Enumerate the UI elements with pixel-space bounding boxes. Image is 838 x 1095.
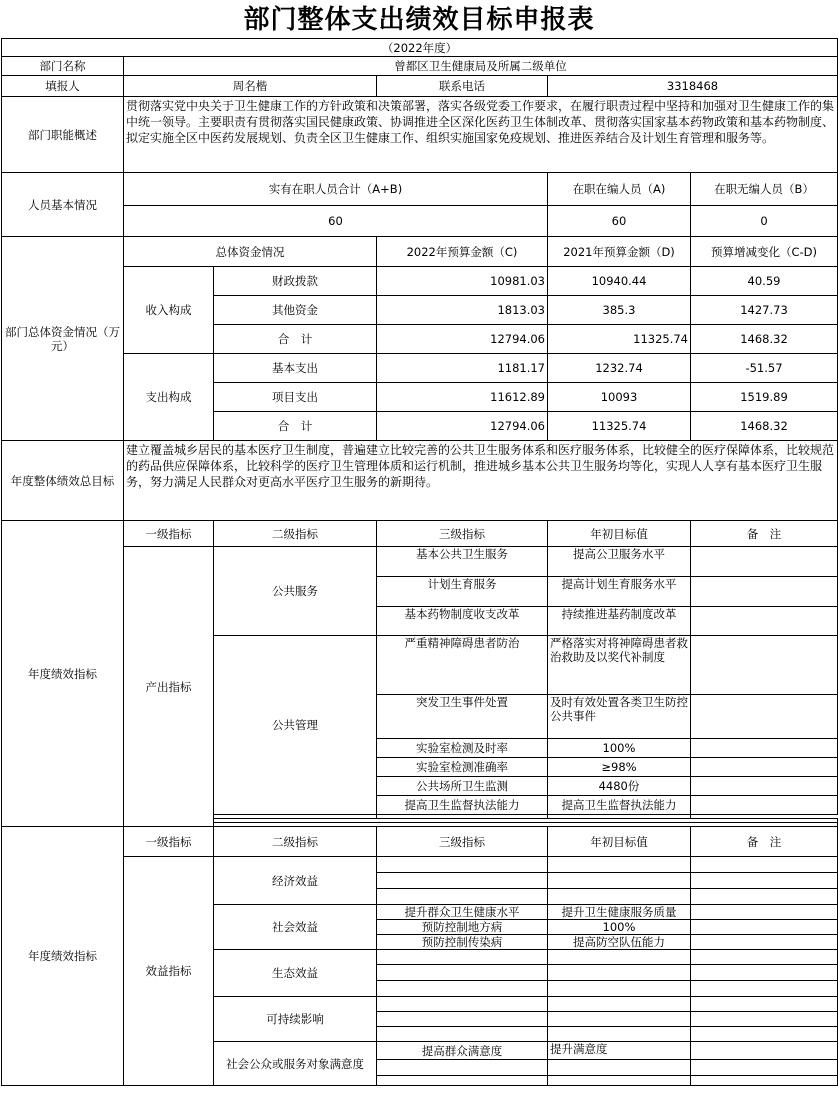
ecological-label: 生态效益 [214,950,377,997]
header-note: 备 注 [691,521,838,547]
empty-cell [548,1060,691,1076]
staff-b: 0 [691,206,838,237]
indicator-target: ≥98% [548,758,691,777]
indicator-target: 及时有效处置各类卫生防控公共事件 [548,695,691,739]
empty-cell [691,965,838,981]
empty-cell [377,889,548,905]
staff-header-a: 在职在编人员（A) [548,173,691,206]
staff-label: 人员基本情况 [2,173,124,237]
function-label: 部门职能概述 [2,97,124,173]
header-level2: 二级指标 [214,521,377,547]
funds-header-cd: 预算增减变化（C-D) [691,237,838,267]
header-target: 年初目标值 [548,521,691,547]
empty-cell [377,1012,548,1027]
dept-name-label: 部门名称 [2,57,124,76]
empty-cell [548,1027,691,1042]
indicator-l3: 实验室检测及时率 [377,739,548,758]
phone-value: 3318468 [548,76,838,97]
empty-cell [377,997,548,1012]
indicator-note [691,739,838,758]
indicator-note [691,920,838,935]
staff-header-b: 在职无编人员（B） [691,173,838,206]
perf2-label: 年度绩效指标 [2,827,124,1086]
indicator-note [691,1042,838,1060]
indicator-l3: 基本药物制度收支改革 [377,607,548,636]
expense-row-name: 基本支出 [214,354,377,383]
empty-cell [691,1012,838,1027]
header-level2: 二级指标 [214,827,377,857]
empty-cell [691,981,838,997]
satisfaction-label: 社会公众或服务对象满意度 [214,1042,377,1086]
indicator-l3: 提高群众满意度 [377,1042,548,1060]
empty-cell [377,857,548,873]
funds-header-title: 总体资金情况 [124,237,377,267]
income-row-c: 12794.06 [377,325,548,354]
expense-row-d: 1232.74 [548,354,691,383]
income-row-d: 385.3 [548,296,691,325]
sustainable-label: 可持续影响 [214,997,377,1042]
indicator-l3: 提升群众卫生健康水平 [377,905,548,920]
expense-label: 支出构成 [124,354,214,441]
expense-row-cd: 1519.89 [691,383,838,412]
header-level3: 三级指标 [377,827,548,857]
income-row-name: 其他资金 [214,296,377,325]
header-level3: 三级指标 [377,521,548,547]
income-row-name: 财政拨款 [214,267,377,296]
empty-cell [377,1027,548,1042]
income-row-c: 1813.03 [377,296,548,325]
indicator-l3: 公共场所卫生监测 [377,777,548,796]
indicator-note [691,607,838,636]
indicator-l3: 突发卫生事件处置 [377,695,548,739]
header-level1: 一级指标 [124,827,214,857]
empty-cell [548,965,691,981]
income-row-d: 11325.74 [548,325,691,354]
indicator-l3: 基本公共卫生服务 [377,547,548,577]
indicator-target: 100% [548,920,691,935]
public-mgmt-label: 公共管理 [214,636,377,815]
empty-cell [377,873,548,889]
indicator-note [691,777,838,796]
social-label: 社会效益 [214,905,377,950]
staff-header-total: 实有在职人员合计（A+B) [124,173,548,206]
indicator-target: 提高公卫服务水平 [548,547,691,577]
empty-cell [548,981,691,997]
indicator-note [691,905,838,920]
indicator-note [691,935,838,950]
phone-label: 联系电话 [377,76,548,97]
income-row-name: 合 计 [214,325,377,354]
empty-cell [548,873,691,889]
indicator-note [691,577,838,607]
goal-label: 年度整体绩效总目标 [2,441,124,521]
empty-cell [377,965,548,981]
economic-label: 经济效益 [214,857,377,905]
perf1-level1: 产出指标 [124,547,214,827]
goal-text: 建立覆盖城乡居民的基本医疗卫生制度，普遍建立比较完善的公共卫生服务体系和医疗服务体系，比较健全的医疗保障体系，比较规范的药品供应保障体系，比较科学的医疗卫生管理体质和运行机制，推进城乡基本公共卫生服务均等化，实现人人享有基本医疗卫生服务，努力满足人民群众对更高水平医疗卫生服务的新期待。 [124,441,838,521]
income-row-d: 10940.44 [548,267,691,296]
expense-row-c: 12794.06 [377,412,548,441]
empty-cell [691,1027,838,1042]
expense-row-cd: 1468.32 [691,412,838,441]
indicator-l3: 严重精神障碍患者防治 [377,636,548,695]
indicator-l3: 实验室检测准确率 [377,758,548,777]
perf2-level1: 效益指标 [124,857,214,1086]
empty-cell [691,1076,838,1086]
empty-cell [691,950,838,965]
expense-row-name: 项目支出 [214,383,377,412]
indicator-l3: 提高卫生监督执法能力 [377,796,548,815]
performance-form-table [1,38,838,1086]
empty-cell [548,889,691,905]
empty-cell [548,857,691,873]
funds-header-d: 2021年预算金额（D) [548,237,691,267]
perf1-label: 年度绩效指标 [2,521,124,827]
dept-name-value: 曾都区卫生健康局及所属二级单位 [124,57,838,76]
expense-row-d: 10093 [548,383,691,412]
indicator-target: 提升卫生健康服务质量 [548,905,691,920]
header-level1: 一级指标 [124,521,214,547]
empty-cell [377,1076,548,1086]
empty-cell [377,981,548,997]
staff-a: 60 [548,206,691,237]
indicator-l3: 预防控制传染病 [377,935,548,950]
indicator-l3: 计划生育服务 [377,577,548,607]
public-service-label: 公共服务 [214,547,377,636]
empty-cell [548,1076,691,1086]
empty-cell [548,950,691,965]
expense-row-d: 11325.74 [548,412,691,441]
empty-cell [691,873,838,889]
staff-total: 60 [124,206,548,237]
expense-row-cd: -51.57 [691,354,838,383]
funds-label: 部门总体资金情况（万元） [2,237,124,441]
empty-cell [548,1012,691,1027]
indicator-note [691,695,838,739]
indicator-target: 提高防空队伍能力 [548,935,691,950]
empty-cell [377,1060,548,1076]
reporter-label: 填报人 [2,76,124,97]
empty-cell [691,889,838,905]
header-note: 备 注 [691,827,838,857]
empty-cell [691,1060,838,1076]
indicator-target: 严格落实对将神障碍患者救治救助及以奖代补制度 [548,636,691,695]
expense-row-c: 1181.17 [377,354,548,383]
empty-cell [377,950,548,965]
function-text: 贯彻落实党中央关于卫生健康工作的方针政策和决策部署，落实各级党委工作要求，在履行职责过程中坚持和加强对卫生健康工作的集中统一领导。主要职责有贯彻落实国民健康政策、协调推进全区深化医药卫生体制改革、贯彻落实国家基本药物政策和基本药物制度、拟定实施全区中医药发展规划、负责全区卫生健康工作、组织实施国家免疫规划、推进医养结合及计划生育管理和服务等。 [124,97,838,173]
indicator-target: 4480份 [548,777,691,796]
funds-header-c: 2022年预算金额（C) [377,237,548,267]
empty-cell [691,997,838,1012]
indicator-target: 提高计划生育服务水平 [548,577,691,607]
indicator-note [691,758,838,777]
indicator-target: 100% [548,739,691,758]
indicator-l3: 预防控制地方病 [377,920,548,935]
indicator-note [691,636,838,695]
indicator-note [691,547,838,577]
indicator-note [691,796,838,815]
income-row-cd: 1468.32 [691,325,838,354]
header-target: 年初目标值 [548,827,691,857]
expense-row-c: 11612.89 [377,383,548,412]
income-row-cd: 1427.73 [691,296,838,325]
income-row-cd: 40.59 [691,267,838,296]
indicator-target: 提高卫生监督执法能力 [548,796,691,815]
income-label: 收入构成 [124,267,214,354]
year-label: （2022年度） [2,39,838,57]
indicator-target: 提升满意度 [548,1042,691,1060]
page-title: 部门整体支出绩效目标申报表 [243,5,595,35]
expense-row-name: 合 计 [214,412,377,441]
income-row-c: 10981.03 [377,267,548,296]
reporter-value: 周名楷 [124,76,377,97]
empty-cell [691,857,838,873]
indicator-target: 持续推进基药制度改革 [548,607,691,636]
empty-cell [548,997,691,1012]
